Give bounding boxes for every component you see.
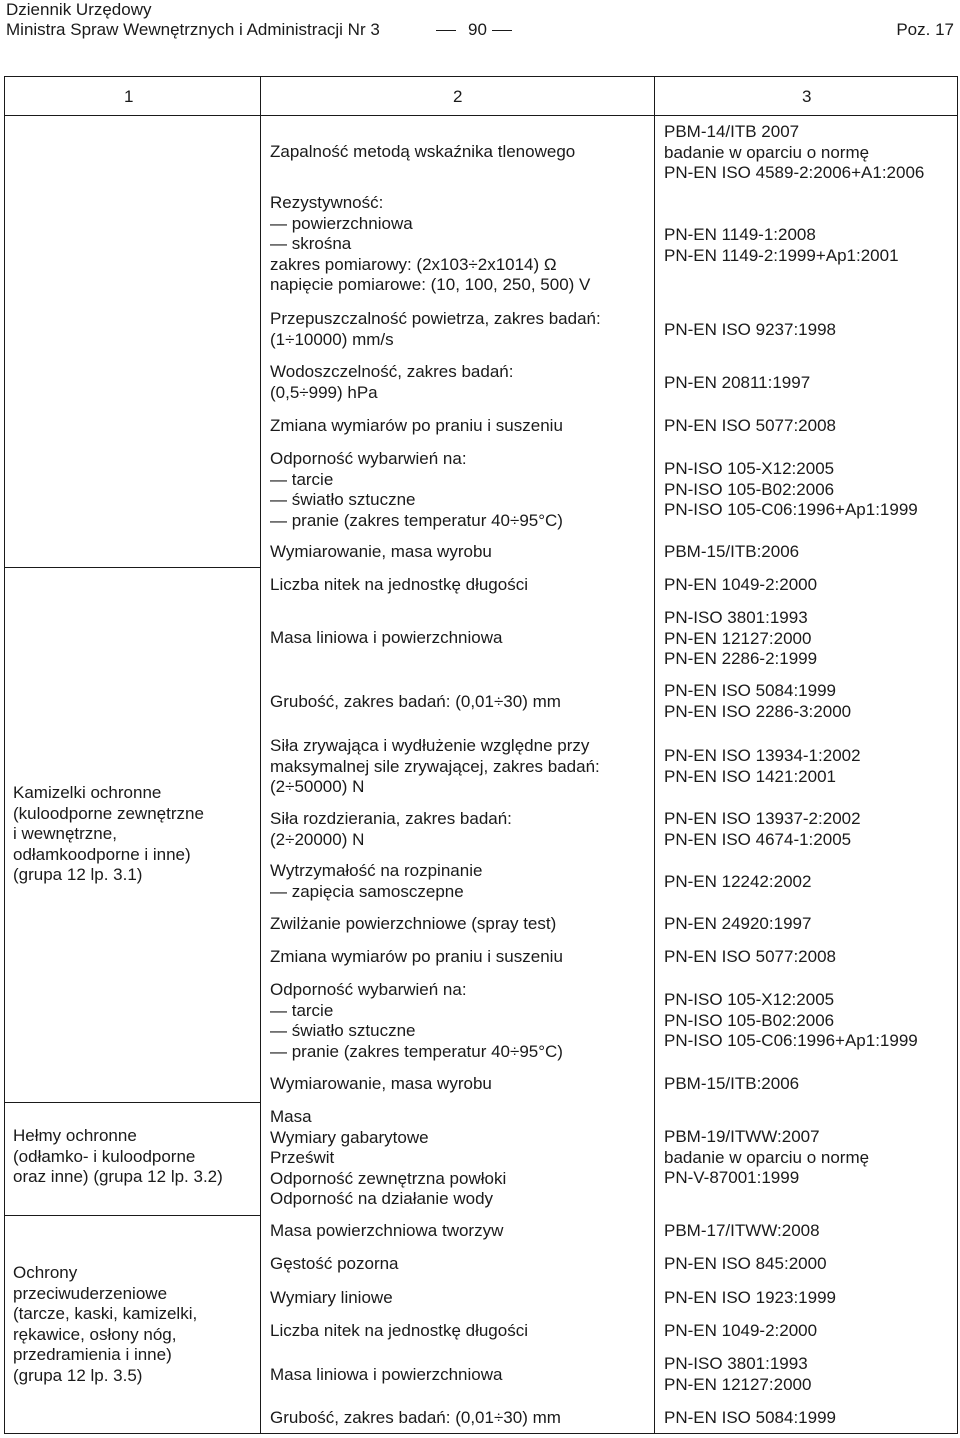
property-cell: Wodoszczelność, zakres badań: (0,5÷999) hPa (270, 362, 514, 402)
standard-cell: PN-EN ISO 5077:2008 (664, 416, 836, 435)
property-cell: Przepuszczalność powietrza, zakres badań: (1÷10000) mm/s (270, 309, 601, 349)
standard-cell: PN-EN 1049-2:2000 (664, 575, 818, 594)
property-cell: Wymiary liniowe (270, 1288, 393, 1307)
standard-cell: PN-ISO 3801:1993 PN-EN 12127:2000 (664, 1354, 812, 1394)
standard-cell: PN-EN 1049-2:2000 (664, 1321, 818, 1340)
column-number-3: 3 (802, 87, 812, 106)
standard-cell: PBM-17/ITWW:2008 (664, 1221, 820, 1240)
category-vests: Kamizelki ochronne (kuloodporne zewnętrzne i wewnętrzne, odłamkoodporne i inne) (grupa 12 lp. 3.1) (13, 783, 204, 884)
standard-cell: PN-EN 20811:1997 (664, 373, 811, 392)
property-cell: Zmiana wymiarów po praniu i suszeniu (270, 416, 563, 435)
property-cell: Wymiarowanie, masa wyrobu (270, 1074, 492, 1093)
property-cell: Masa powierzchniowa tworzyw (270, 1221, 504, 1240)
standard-cell: PN-EN ISO 5084:1999 (664, 1408, 836, 1427)
property-cell: Odporność wybarwień na: — tarcie — światło sztuczne — pranie (zakres temperatur 40÷95°C) (270, 980, 563, 1061)
property-cell: Zapalność metodą wskaźnika tlenowego (270, 142, 576, 161)
column-divider-2 (654, 77, 655, 1433)
standard-cell: PBM-15/ITB:2006 (664, 1074, 800, 1093)
page-number-dash-left (436, 30, 456, 31)
property-cell: Masa Wymiary gabarytowe Prześwit Odporność zewnętrzna powłoki Odporność na działanie wody (270, 1107, 507, 1208)
page-number-dash-right (492, 30, 512, 31)
standard-cell: PN-EN ISO 9237:1998 (664, 320, 836, 339)
standard-cell: PBM-15/ITB:2006 (664, 542, 800, 561)
standard-cell: PN-EN 12242:2002 (664, 872, 812, 891)
standard-cell: PN-EN ISO 5084:1999 PN-EN ISO 2286-3:2000 (664, 681, 852, 721)
standard-cell: PN-EN ISO 13934-1:2002 PN-EN ISO 1421:2001 (664, 746, 861, 786)
page-number: 90 (468, 20, 487, 39)
property-cell: Grubość, zakres badań: (0,01÷30) mm (270, 1408, 561, 1427)
standard-cell: PN-EN 1149-1:2008 PN-EN 1149-2:1999+Ap1:2001 (664, 225, 899, 265)
standard-cell: PN-ISO 105-X12:2005 PN-ISO 105-B02:2006 PN-ISO 105-C06:1996+Ap1:1999 (664, 990, 918, 1050)
property-cell: Rezystywność: — powierzchniowa — skrośna zakres pomiarowy: (2x103÷2x1014) Ω napięcie pomiarowe: (10, 100, 250, 500) V (270, 193, 591, 294)
standard-cell: PN-ISO 3801:1993 PN-EN 12127:2000 PN-EN 2286-2:1999 (664, 608, 818, 668)
header-row-divider (5, 115, 957, 116)
property-cell: Masa liniowa i powierzchniowa (270, 628, 503, 647)
property-cell: Grubość, zakres badań: (0,01÷30) mm (270, 692, 561, 711)
property-cell: Siła zrywająca i wydłużenie względne przy maksymalnej sile zrywającej, zakres badań: (2÷50000) N (270, 736, 600, 796)
category-helmets: Hełmy ochronne (odłamko- i kuloodporne oraz inne) (grupa 12 lp. 3.2) (13, 1126, 223, 1186)
property-cell: Zmiana wymiarów po praniu i suszeniu (270, 947, 563, 966)
property-cell: Siła rozdzierania, zakres badań: (2÷20000) N (270, 809, 512, 849)
property-cell: Liczba nitek na jednostkę długości (270, 1321, 528, 1340)
standard-cell: PBM-19/ITWW:2007 badanie w oparciu o normę PN-V-87001:1999 (664, 1127, 870, 1187)
property-cell: Gęstość pozorna (270, 1254, 399, 1273)
standard-cell: PN-EN ISO 1923:1999 (664, 1288, 836, 1307)
position-number: Poz. 17 (896, 20, 954, 39)
column-number-2: 2 (453, 87, 463, 106)
publication-title: Dziennik Urzędowy (6, 0, 152, 19)
standard-cell: PN-ISO 105-X12:2005 PN-ISO 105-B02:2006 PN-ISO 105-C06:1996+Ap1:1999 (664, 459, 918, 519)
standard-cell: PN-EN ISO 13937-2:2002 PN-EN ISO 4674-1:2005 (664, 809, 861, 849)
standard-cell: PN-EN ISO 5077:2008 (664, 947, 836, 966)
property-cell: Wytrzymałość na rozpinanie — zapięcia samosczepne (270, 861, 483, 901)
standard-cell: PBM-14/ITB 2007 badanie w oparciu o normę PN-EN ISO 4589-2:2006+A1:2006 (664, 122, 925, 182)
category-divider-2 (5, 1102, 260, 1103)
column-number-1: 1 (124, 87, 134, 106)
property-cell: Masa liniowa i powierzchniowa (270, 1365, 503, 1384)
standard-cell: PN-EN ISO 845:2000 (664, 1254, 827, 1273)
property-cell: Wymiarowanie, masa wyrobu (270, 542, 492, 561)
standards-table (4, 76, 958, 1434)
property-cell: Liczba nitek na jednostkę długości (270, 575, 528, 594)
category-divider-1 (5, 567, 260, 568)
category-impact-protection: Ochrony przeciwuderzeniowe (tarcze, kaski, kamizelki, rękawice, osłony nóg, przedramienia i inne) (grupa 12 lp. 3.5) (13, 1263, 198, 1385)
property-cell: Zwilżanie powierzchniowe (spray test) (270, 914, 557, 933)
column-divider-1 (260, 77, 261, 1433)
ministry-title: Ministra Spraw Wewnętrznych i Administracji Nr 3 (6, 20, 380, 39)
standard-cell: PN-EN 24920:1997 (664, 914, 812, 933)
property-cell: Odporność wybarwień na: — tarcie — światło sztuczne — pranie (zakres temperatur 40÷95°C) (270, 449, 563, 530)
category-divider-3 (5, 1215, 260, 1216)
